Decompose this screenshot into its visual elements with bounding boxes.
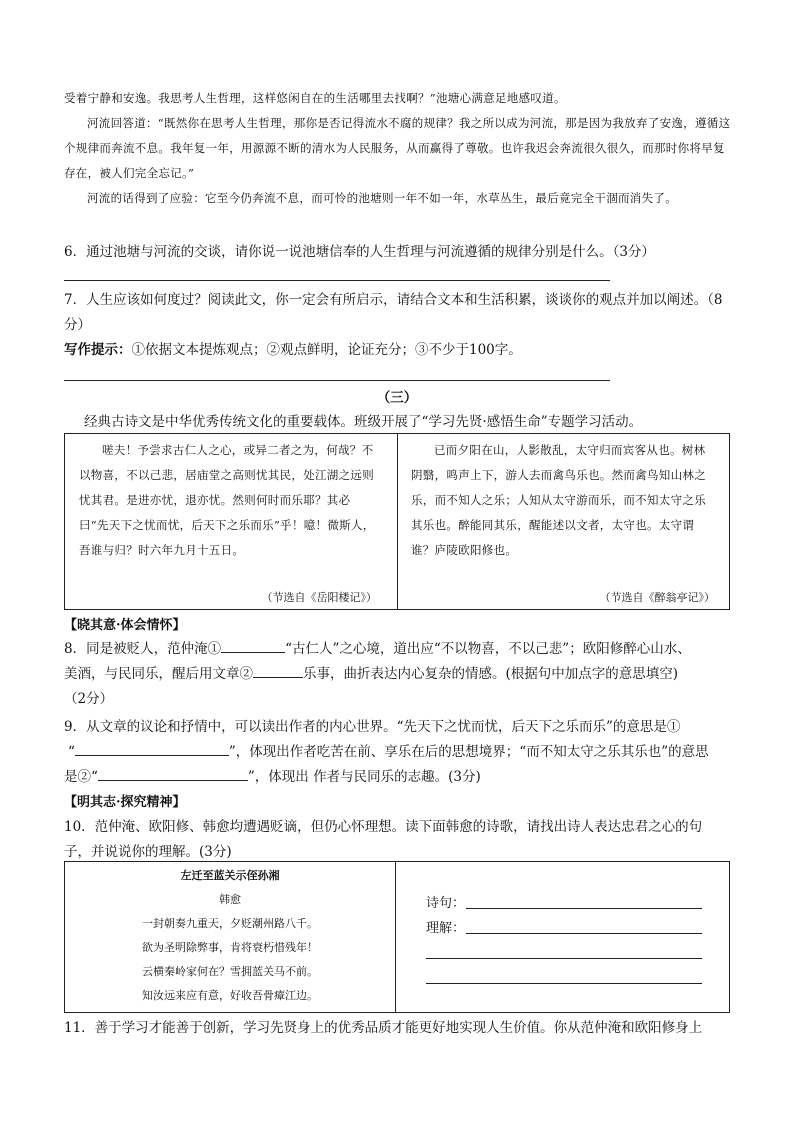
q9-part-e: ”，体现出 作者与民同乐的志趣。(3分): [247, 769, 481, 785]
writing-hint: [64, 338, 732, 363]
hint-label: 写作提示：: [64, 342, 132, 358]
answer-line-understanding-2[interactable]: [426, 958, 702, 959]
q9-part-c: ”，体现出作者吃苦在前、享乐在后的思想境界；“而不知太守之乐其乐也”的意思: [228, 744, 709, 760]
answer-line-understanding-3[interactable]: [426, 983, 702, 984]
q8-part-b: “古仁人”之心境，道出应“不以物喜，不以己悲”；欧阳修醉心山水、: [285, 641, 691, 657]
classical-passages-table: [64, 433, 730, 610]
q8-blank-2[interactable]: [253, 663, 303, 678]
q9-blank-2[interactable]: [98, 766, 248, 781]
poem-line-4: 知汝远来应有意，好收吾骨瘴江边。: [142, 989, 318, 1002]
subheading-1: 【晓其意·体会情怀】: [64, 618, 186, 633]
poem-table-divider: [395, 862, 396, 1012]
passage-zuiwengting: [411, 438, 717, 609]
question-10: [64, 815, 732, 865]
q10-part-a: 10．范仲淹、欧阳修、韩愈均遭遇贬谪，但仍心怀理想。读下面韩愈的诗歌，请找出诗人表达忠君之心的句: [64, 819, 703, 835]
question-8: [64, 637, 732, 712]
poem-author: 韩愈: [219, 893, 241, 906]
poem-box: [65, 864, 395, 1012]
poem-line-1: 一封朝奏九重天，夕贬潮州路八千。: [142, 917, 318, 930]
intro-text: 经典古诗文是中华优秀传统文化的重要载体。班级开展了“学习先贤·感悟生命”专题学习活动。: [84, 414, 643, 430]
poem-title: 左迁至蓝关示侄孙湘: [180, 869, 280, 882]
poem-answer-table: [64, 861, 730, 1013]
answer-line-verse[interactable]: [466, 908, 702, 909]
answer-line-q6[interactable]: [64, 280, 610, 281]
answer-label-verse: 诗句：: [426, 896, 466, 911]
q8-points: （2分）: [64, 691, 114, 707]
passage-yueyanglou: [79, 438, 379, 609]
answer-line-understanding-1[interactable]: [466, 933, 702, 934]
subheading-2: 【明其志·探究精神】: [64, 795, 186, 810]
q8-part-a: 8．同是被贬人，范仲淹①: [64, 641, 222, 657]
q10-part-b: 子，并说说你的理解。(3分): [64, 844, 232, 860]
poem-line-2: 欲为圣明除弊事，肯将衰朽惜残年！: [142, 941, 318, 954]
table-divider: [397, 434, 398, 609]
q9-blank-1[interactable]: [75, 741, 229, 756]
answer-line-q7[interactable]: [64, 380, 610, 381]
hint-text: ①依据文本提炼观点；②观点鲜明，论证充分；③不少于100字。: [131, 342, 522, 358]
question-11: 11．善于学习才能善于创新，学习先贤身上的优秀品质才能更好地实现人生价值。你从范仲淹和欧阳修身上: [64, 1020, 703, 1036]
q9-quote-open: “: [68, 744, 75, 760]
source-yueyanglou: （节选自《岳阳楼记》）: [261, 591, 377, 604]
question-7: 7．人生应该如何度过？阅读此文，你一定会有所启示，请结合文本和生活积累，谈谈你的观点并加以阐述。（8分）: [64, 292, 723, 333]
q9-part-a: 9．从文章的议论和抒情中，可以读出作者的内心世界。“先天下之忧而忧，后天下之乐而乐”的意思是①: [64, 719, 681, 735]
section-title: （三）: [376, 390, 418, 406]
q8-part-d: 乐事，曲折表达内心复杂的情感。(根据句中加点字的意思填空): [303, 666, 679, 682]
story-paragraph-3: 河流的话得到了应验：它至今仍奔流不息，而可怜的池塘则一年不如一年，水草丛生，最后竟完全干涸而消失了。: [87, 191, 677, 205]
answer-label-understanding: 理解：: [426, 921, 466, 936]
q9-part-d: 是②“: [64, 769, 98, 785]
story-paragraph-2: 河流回答道：“既然你在思考人生哲理，那你是否记得流水不腐的规律？我之所以成为河流，那是因为我放弃了安逸，遵循这个规律而奔流不息。我年复一年，用源源不断的清水为人民服务，从而赢得了尊敬。也许我迟会奔流很久很久，而那时你将早复存在，被人们完全忘记。”: [64, 116, 731, 180]
source-zuiwengting: （节选自《醉翁亭记》）: [599, 591, 715, 604]
question-9: [64, 715, 732, 790]
question-6: 6．通过池塘与河流的交谈，请你说一说池塘信奉的人生哲理与河流遵循的规律分别是什么。（3分）: [64, 244, 655, 260]
q8-blank-1[interactable]: [221, 638, 285, 653]
passage-yueyanglou-text: 嗟夫！予尝求古仁人之心，或异二者之为，何哉？不以物喜，不以己悲，居庙堂之高则忧其民，处江湖之远则忧其君。是进亦忧，退亦忧。然则何时而乐耶？其必曰“先天下之忧而忧，后天下之乐而乐”乎！噫！微斯人，吾谁与归？时六年九月十五日。: [79, 443, 375, 557]
poem-line-3: 云横秦岭家何在？雪拥蓝关马不前。: [142, 965, 318, 978]
story-paragraph-1: 受着宁静和安逸。我思考人生哲理，这样悠闲自在的生活哪里去找啊？”池塘心满意足地感叹道。: [64, 91, 566, 105]
story-passage: [64, 86, 732, 211]
q8-part-c: 美酒，与民同乐，醒后用文章②: [64, 666, 253, 682]
passage-zuiwengting-text: 已而夕阳在山，人影散乱，太守归而宾客从也。树林阴翳，鸣声上下，游人去而禽鸟乐也。然而禽鸟知山林之乐，而不知人之乐；人知从太守游而乐，而不知太守之乐其乐也。醉能同其乐，醒能述以文者，太守也。太守谓谁？庐陵欧阳修也。: [411, 443, 706, 557]
